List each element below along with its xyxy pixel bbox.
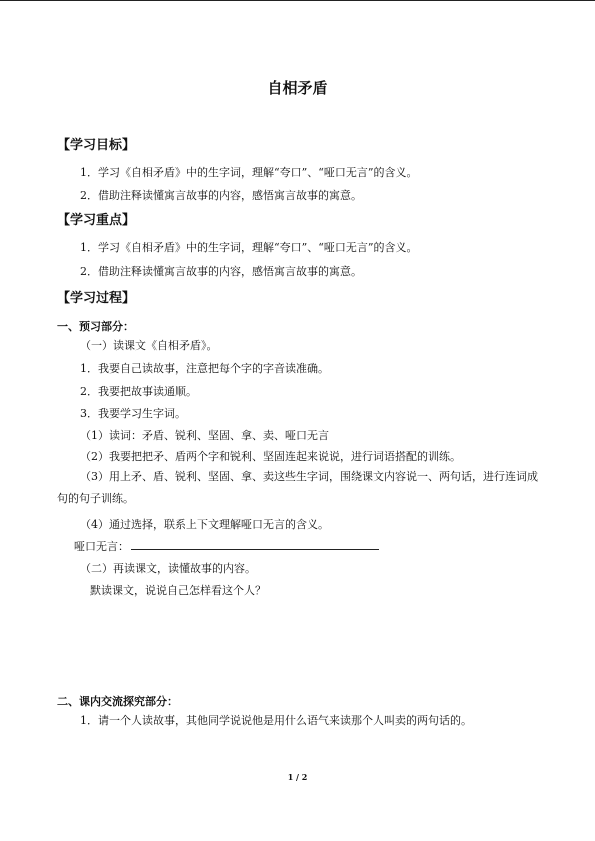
vocab-context-meaning: （4）通过选择，联系上下文理解哑口无言的含义。 [80, 518, 329, 531]
keypoint-item-1: 1．学习《自相矛盾》中的生字词，理解“夸口”、“哑口无言”的含义。 [80, 241, 418, 254]
section-preview-title: 一、预习部分： [57, 320, 134, 333]
discussion-item-1: 1．请一个人读故事，其他同学说说他是用什么语气来读那个人叫卖的两句话的。 [80, 714, 472, 727]
preview-item-1: 1．我要自己读故事，注意把每个字的字音读准确。 [80, 362, 329, 375]
fill-in-blank[interactable] [131, 538, 379, 550]
vocab-read: （1）读词：矛盾、锐利、坚固、拿、卖、哑口无言 [80, 429, 329, 442]
vocab-collocation: （2）我要把把矛、盾两个字和锐利、坚固连起来说说，进行词语搭配的训练。 [80, 450, 461, 463]
preview-item-3: 3．我要学习生字词。 [80, 407, 186, 420]
silent-reading-prompt: 默读课文，说说自己怎样看这个人？ [90, 584, 266, 597]
process-heading: 【学习过程】 [57, 291, 136, 306]
keypoint-item-2: 2．借助注释读懂寓言故事的内容，感悟寓言故事的寓意。 [80, 265, 362, 278]
vocab-sentence-training: （3）用上矛、盾、锐利、坚固、拿、卖这些生字词，围绕课文内容说一、两句话，进行连词成句的句子训练。 [57, 470, 538, 505]
objective-item-2: 2．借助注释读懂寓言故事的内容，感悟寓言故事的寓意。 [80, 189, 362, 202]
fill-in-label: 哑口无言： [74, 540, 129, 553]
fill-in-row [74, 538, 379, 554]
preview-item-2: 2．我要把故事读通顺。 [80, 385, 197, 398]
preview-sub-1: （一）读课文《自相矛盾》。 [80, 339, 218, 352]
preview-sub-2: （二）再读课文，读懂故事的内容。 [80, 562, 256, 575]
page-number: 1 / 2 [287, 772, 308, 782]
section-discussion-title: 二、课内交流探究部分： [57, 695, 178, 708]
keypoints-heading: 【学习重点】 [57, 213, 136, 228]
document-title: 自相矛盾 [267, 79, 328, 97]
objectives-heading: 【学习目标】 [57, 138, 136, 153]
objective-item-1: 1．学习《自相矛盾》中的生字词，理解“夸口”、“哑口无言”的含义。 [80, 166, 418, 179]
